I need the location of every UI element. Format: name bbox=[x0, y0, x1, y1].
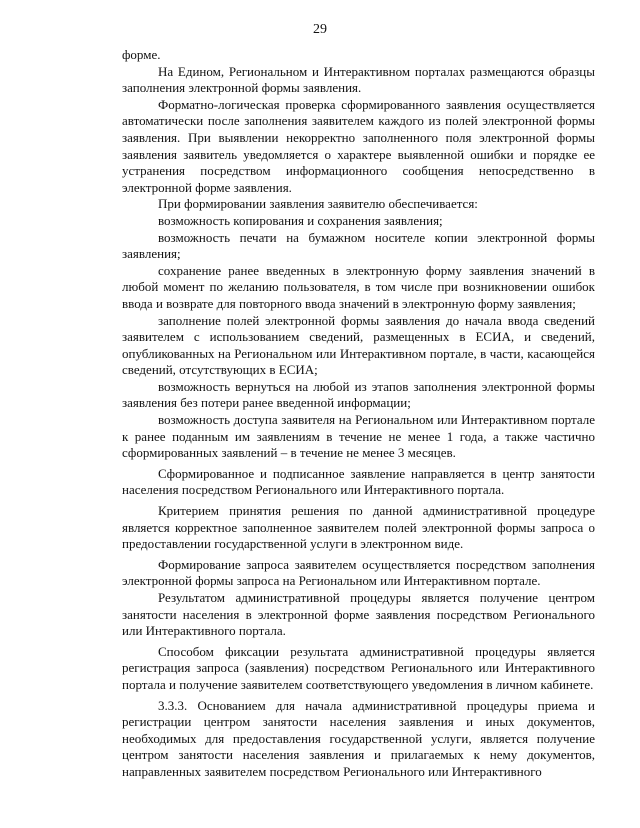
list-item-access-history: возможность доступа заявителя на Региональном или Интерактивном портале к ранее поданным им заявлениям в течение не менее 1 года, а также частично сформированных заявлений – в течение не менее 3 месяцев. bbox=[122, 412, 595, 461]
list-item-return-step: возможность вернуться на любой из этапов заполнения электронной формы заявления без потери ранее введенной информации; bbox=[122, 378, 595, 411]
paragraph-fixation: Способом фиксации результата административной процедуры является регистрация запроса (заявления) посредством Регионального или Интерактивного портала и получение заявителем соответствующего уведомления в личном кабинете. bbox=[122, 643, 595, 692]
paragraph-submission: Сформированное и подписанное заявление направляется в центр занятости населения посредством Регионального или Интерактивного портала. bbox=[122, 465, 595, 498]
paragraph-continuation: форме. bbox=[122, 47, 161, 62]
list-item-print: возможность печати на бумажном носителе копии электронной формы заявления; bbox=[122, 229, 595, 262]
list-item-save-values: сохранение ранее введенных в электронную форму заявления значений в любой момент по желанию пользователя, в том числе при возникновении ошибок ввода и возврате для повторного ввода значений в электронную форму заявления; bbox=[122, 262, 595, 311]
paragraph-section-3-3-3: 3.3.3. Основанием для начала административной процедуры приема и регистрации центром занятости населения заявления и иных документов, необходимых для предоставления государственной услуги, является получение центром занятости населения заявления и прилагаемых к нему документов, направленных заявителем посредством Регионального или Интерактивного bbox=[122, 697, 595, 779]
paragraph-provided-features: При формировании заявления заявителю обеспечивается: bbox=[158, 196, 478, 212]
paragraph-decision-criterion: Критерием принятия решения по данной административной процедуре является корректное заполненное заявителем полей электронной формы запроса о предоставлении государственной услуги в электронном виде. bbox=[122, 503, 595, 552]
paragraph-result: Результатом административной процедуры является получение центром занятости населения в электронной форме заявления посредством Регионального или Интерактивного портала. bbox=[122, 590, 595, 639]
paragraph-sample-forms: На Едином, Региональном и Интерактивном порталах размещаются образцы заполнения электронной формы заявления. bbox=[122, 63, 595, 96]
document-body bbox=[122, 47, 595, 781]
page-number: 29 bbox=[313, 22, 327, 37]
list-item-prefill: заполнение полей электронной формы заявления до начала ввода сведений заявителем с использованием сведений, размещенных в ЕСИА, и сведений, опубликованных на Региональном или Интерактивном портале, в части, касающейся сведений, отсутствующих в ЕСИА; bbox=[122, 312, 595, 378]
paragraph-format-check: Форматно-логическая проверка сформированного заявления осуществляется автоматически после заполнения заявителем каждого из полей электронной формы заявления. При выявлении некорректно заполненного поля электронной формы заявления заявитель уведомляется о характере выявленной ошибки и порядке ее устранения посредством информационного сообщения непосредственно в электронной форме заявления. bbox=[122, 96, 595, 195]
paragraph-request-formation: Формирование запроса заявителем осуществляется посредством заполнения электронной формы запроса на Региональном или Интерактивном портале. bbox=[122, 556, 595, 589]
list-item-copy-save: возможность копирования и сохранения заявления; bbox=[158, 212, 443, 228]
